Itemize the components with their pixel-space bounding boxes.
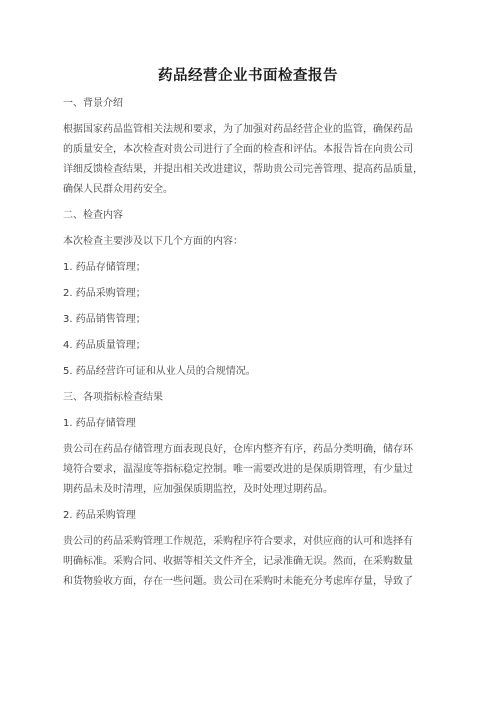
paragraph-line: 期药品未及时清理，应加强保质期监控，及时处理过期药品。 bbox=[63, 484, 333, 495]
list-item: 4. 药品质量管理； bbox=[63, 340, 146, 351]
section-heading-inspection-content: 二、检查内容 bbox=[63, 210, 123, 221]
storage-paragraph bbox=[63, 440, 438, 500]
section-heading-background: 一、背景介绍 bbox=[63, 98, 123, 109]
list-item: 2. 药品采购管理； bbox=[63, 288, 146, 299]
paragraph-line: 根据国家药品监管相关法规和要求，为了加强对药品经营企业的监管，确保药品 bbox=[63, 124, 413, 135]
document-title: 药品经营企业书面检查报告 bbox=[158, 68, 338, 84]
document-body bbox=[63, 94, 438, 598]
paragraph-line: 确保人民群众用药安全。 bbox=[63, 184, 173, 195]
procurement-paragraph bbox=[63, 532, 438, 592]
subsection-heading-procurement: 2. 药品采购管理 bbox=[63, 510, 136, 521]
paragraph-line: 的质量安全，本次检查对贵公司进行了全面的检查和评估。本报告旨在向贵公司 bbox=[63, 144, 413, 155]
paragraph-line: 贵公司的药品采购管理工作规范，采购程序符合要求，对供应商的认可和选择有 bbox=[63, 536, 413, 547]
paragraph-line: 明确标准。采购合同、收据等相关文件齐全，记录准确无误。然而，在采购数量 bbox=[63, 556, 413, 567]
subsection-heading-storage: 1. 药品存储管理 bbox=[63, 418, 136, 429]
section-heading-results: 三、各项指标检查结果 bbox=[63, 392, 163, 403]
inspection-intro: 本次检查主要涉及以下几个方面的内容： bbox=[63, 236, 243, 247]
paragraph-line: 境符合要求，温湿度等指标稳定控制。唯一需要改进的是保质期管理，有少量过 bbox=[63, 464, 413, 475]
list-item: 3. 药品销售管理； bbox=[63, 314, 146, 325]
background-paragraph bbox=[63, 120, 438, 200]
paragraph-line: 详细反馈检查结果，并提出相关改进建议，帮助贵公司完善管理、提高药品质量， bbox=[63, 164, 423, 175]
paragraph-line: 和货物验收方面，存在一些问题。贵公司在采购时未能充分考虑库存量，导致了 bbox=[63, 576, 413, 587]
list-item: 1. 药品存储管理； bbox=[63, 262, 146, 273]
paragraph-line: 贵公司在药品存储管理方面表现良好，仓库内整齐有序，药品分类明确，储存环 bbox=[63, 444, 413, 455]
list-item: 5. 药品经营许可证和从业人员的合规情况。 bbox=[63, 366, 256, 377]
